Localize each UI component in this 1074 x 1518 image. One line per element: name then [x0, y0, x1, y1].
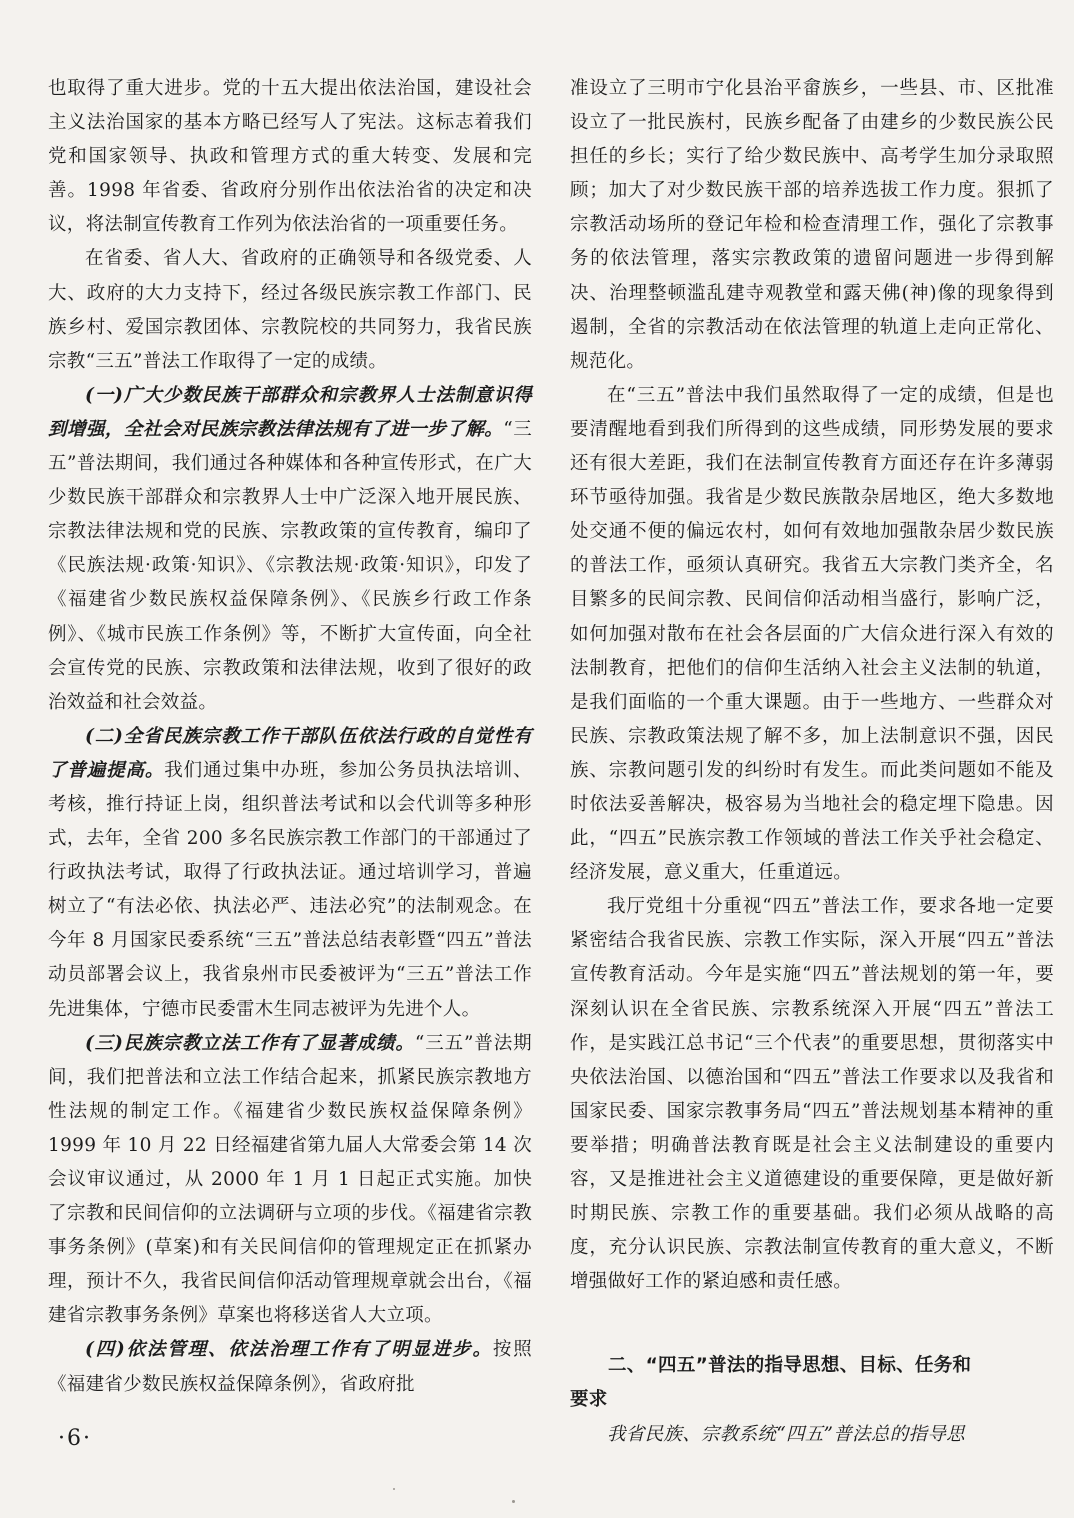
paragraph-6-lead: (四)依法管理、依法治理工作有了明显进步。	[85, 1339, 493, 1361]
scan-speck	[512, 1500, 515, 1503]
section-heading-line2: 要求	[570, 1389, 608, 1411]
section-heading-line1: 二、“四五”普法的指导思想、目标、任务和	[608, 1355, 972, 1377]
paragraph-4-body: 我们通过集中办班，参加公务员执法培训、考核，推行持证上岗，组织普法考试和以会代训等多种形式，去年，全省 200 多名民族宗教工作部门的干部通过了行政执法考试，取得了行政执法证。通过培训学习，普遍树立了“有法必依、执法必严、违法必究”的法制观念。在今年 8 月国家民委系统“三五”普法总结表彰暨“四五”普法动员部署会议上，我省泉州市民委被评为“三五”普法工作先进集体，宁德市民委雷木生同志被评为先进个人。	[48, 759, 532, 1020]
left-column	[48, 72, 532, 1402]
paragraph-5-lead: (三)民族宗教立法工作有了显著成绩。	[85, 1032, 415, 1054]
paragraph-4	[48, 720, 532, 1027]
scan-speck	[393, 1488, 395, 1490]
paragraph-5	[48, 1027, 532, 1334]
paragraph-5-body: “三五”普法期间，我们把普法和立法工作结合起来，抓紧民族宗教地方性法规的制定工作。《福建省少数民族权益保障条例》1999 年 10 月 22 日经福建省第九届人大常委会第 14 次会议审议通过，从 2000 年 1 月 1 日起正式实施。加快了宗教和民间信仰的立法调研与立项的步伐。《福建省宗教事务条例》(草案)和有关民间信仰的管理规定正在抓紧办理，预计不久，我省民间信仰活动管理规章就会出台，《福建省宗教事务条例》草案也将移送省人大立项。	[48, 1032, 532, 1327]
paragraph-2: 在省委、省人大、省政府的正确领导和各级党委、人大、政府的大力支持下，经过各级民族宗教工作部门、民族乡村、爱国宗教团体、宗教院校的共同努力，我省民族宗教“三五”普法工作取得了一定的成绩。	[48, 248, 532, 372]
paragraph-1: 也取得了重大进步。党的十五大提出依法治国，建设社会主义法治国家的基本方略已经写人了宪法。这标志着我们党和国家领导、执政和管理方式的重大转变、发展和完善。1998 年省委、省政府分别作出依法治省的决定和决议，将法制宣传教育工作列为依法治省的一项重要任务。	[48, 78, 532, 236]
paragraph-6-body: 按照《福建省少数民族权益保障条例》，省政府批	[48, 1339, 532, 1395]
right-column	[570, 72, 1054, 1452]
paragraph-7: 准设立了三明市宁化县治平畲族乡，一些县、市、区批准设立了一批民族村，民族乡配备了由建乡的少数民族公民担任的乡长；实行了给少数民族中、高考学生加分录取照顾；加大了对少数民族干部的培养选拔工作力度。狠抓了宗教活动场所的登记年检和检查清理工作，强化了宗教事务的依法管理，落实宗教政策的遗留问题进一步得到解决、治理整顿滥乱建寺观教堂和露天佛(神)像的现象得到遏制，全省的宗教活动在依法管理的轨道上走向正常化、规范化。	[570, 78, 1054, 372]
paragraph-3	[48, 379, 532, 720]
section-heading	[570, 1349, 1054, 1417]
paragraph-3-body: “三五”普法期间，我们通过各种媒体和各种宣传形式，在广大少数民族干部群众和宗教界人士中广泛深入地开展民族、宗教法律法规和党的民族、宗教政策的宣传教育，编印了《民族法规·政策·知识》、《宗教法规·政策·知识》，印发了《福建省少数民族权益保障条例》、《民族乡行政工作条例》、《城市民族工作条例》等，不断扩大宣传面，向全社会宣传党的民族、宗教政策和法律法规，收到了很好的政治效益和社会效益。	[48, 418, 533, 713]
paragraph-4-lead: (二)全省民族宗教工作干部队伍依法行政的自觉性有了普遍提高。	[48, 725, 532, 781]
paragraph-6	[48, 1333, 532, 1401]
page-number: ·6·	[58, 1426, 92, 1451]
paragraph-9: 我厅党组十分重视“四五”普法工作，要求各地一定要紧密结合我省民族、宗教工作实际，深入开展“四五”普法宣传教育活动。今年是实施“四五”普法规划的第一年，要深刻认识在全省民族、宗教系统深入开展“四五”普法工作，是实践江总书记“三个代表”的重要思想，贯彻落实中央依法治国、以德治国和“四五”普法工作要求以及我省和国家民委、国家宗教事务局“四五”普法规划基本精神的重要举措；明确普法教育既是社会主义法制建设的重要内容，又是推进社会主义道德建设的重要保障，更是做好新时期民族、宗教工作的重要基础。我们必须从战略的高度，充分认识民族、宗教法制宣传教育的重大意义，不断增强做好工作的紧迫感和责任感。	[570, 896, 1054, 1293]
paragraph-3-lead: (一)广大少数民族干部群众和宗教界人士法制意识得到增强，全社会对民族宗教法律法规有了进一步了解。	[48, 384, 532, 440]
final-paragraph: 我省民族、宗教系统“四五”普法总的指导思	[607, 1423, 965, 1445]
paragraph-8: 在“三五”普法中我们虽然取得了一定的成绩，但是也要清醒地看到我们所得到的这些成绩，同形势发展的要求还有很大差距，我们在法制宣传教育方面还存在许多薄弱环节亟待加强。我省是少数民族散杂居地区，绝大多数地处交通不便的偏远农村，如何有效地加强散杂居少数民族的普法工作，亟须认真研究。我省五大宗教门类齐全，名目繁多的民间宗教、民间信仰活动相当盛行，影响广泛，如何加强对散布在社会各层面的广大信众进行深入有效的法制教育，把他们的信仰生活纳入社会主义法制的轨道，是我们面临的一个重大课题。由于一些地方、一些群众对民族、宗教政策法规了解不多，加上法制意识不强，因民族、宗教问题引发的纠纷时有发生。而此类问题如不能及时依法妥善解决，极容易为当地社会的稳定埋下隐患。因此，“四五”民族宗教工作领域的普法工作关乎社会稳定、经济发展，意义重大，任重道远。	[570, 384, 1054, 884]
